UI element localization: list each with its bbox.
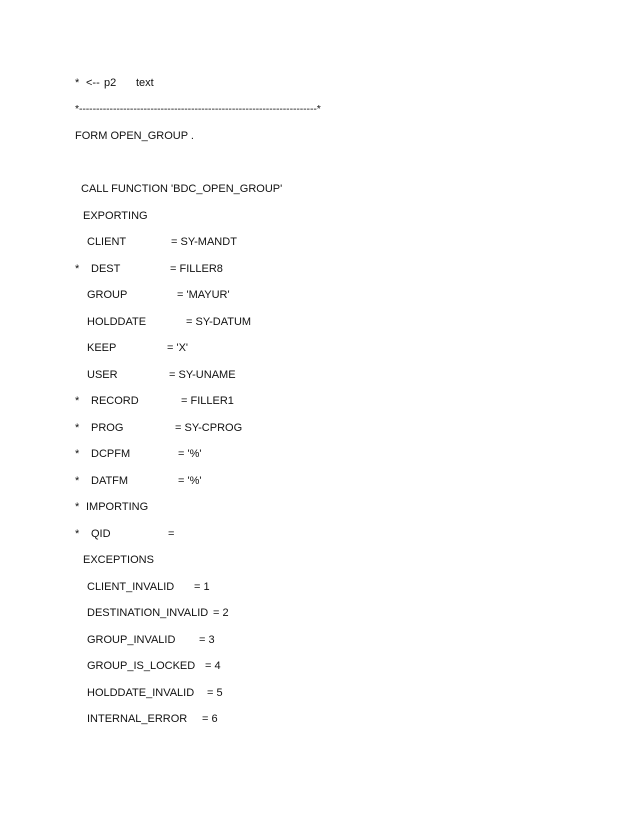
exception-value: = 1 — [194, 581, 210, 593]
param-value: = '%' — [178, 475, 202, 487]
param-line-group — [0, 288, 638, 302]
exception-name: DESTINATION_INVALID — [87, 607, 209, 619]
param-line-client — [0, 235, 638, 249]
exception-value: = 5 — [207, 687, 223, 699]
comment-arrow: <-- — [86, 77, 100, 89]
param-value: = — [168, 528, 175, 540]
exception-name: GROUP_IS_LOCKED — [87, 660, 196, 672]
importing-keyword: IMPORTING — [86, 501, 149, 513]
exception-line-group-invalid — [0, 633, 638, 647]
comment-star: * — [75, 263, 80, 275]
param-value: = SY-CPROG — [175, 422, 243, 434]
header-comment-line — [0, 76, 638, 90]
param-line-datfm — [0, 474, 638, 488]
param-name: DCPFM — [91, 448, 131, 460]
param-line-user — [0, 368, 638, 382]
param-name: HOLDDATE — [87, 316, 147, 328]
param-line-qid — [0, 527, 638, 541]
comment-star: * — [75, 501, 80, 513]
exception-name: INTERNAL_ERROR — [87, 713, 188, 725]
comment-p2: p2 — [104, 77, 117, 89]
exceptions-keyword: EXCEPTIONS — [83, 554, 154, 566]
comment-text: text — [136, 77, 154, 89]
param-line-holddate — [0, 315, 638, 329]
param-value: = '%' — [178, 448, 202, 460]
param-value: = SY-UNAME — [169, 369, 236, 381]
param-value: = FILLER8 — [170, 263, 223, 275]
exception-line-holddate-invalid — [0, 686, 638, 700]
exception-line-internal-error — [0, 712, 638, 726]
param-name: CLIENT — [87, 236, 127, 248]
param-line-keep — [0, 341, 638, 355]
param-line-dcpfm — [0, 447, 638, 461]
param-name: PROG — [91, 422, 124, 434]
param-name: KEEP — [87, 342, 117, 354]
form-statement: FORM OPEN_GROUP . — [75, 130, 194, 142]
param-value: = 'MAYUR' — [177, 289, 230, 301]
importing-line — [0, 500, 638, 514]
param-name: GROUP — [87, 289, 128, 301]
exception-value: = 4 — [205, 660, 221, 672]
exception-name: CLIENT_INVALID — [87, 581, 175, 593]
param-value: = SY-DATUM — [186, 316, 252, 328]
param-name: USER — [87, 369, 118, 381]
param-name: DEST — [91, 263, 121, 275]
param-name: RECORD — [91, 395, 139, 407]
comment-star: * — [75, 448, 80, 460]
comment-star: * — [75, 475, 80, 487]
comment-star: * — [75, 77, 80, 89]
param-name: QID — [91, 528, 111, 540]
exception-value: = 2 — [213, 607, 229, 619]
exception-line-destination-invalid — [0, 606, 638, 620]
param-line-prog — [0, 421, 638, 435]
param-line-dest — [0, 262, 638, 276]
exception-name: GROUP_INVALID — [87, 634, 176, 646]
exporting-keyword: EXPORTING — [83, 210, 148, 222]
param-value: = 'X' — [167, 342, 189, 354]
exception-value: = 3 — [199, 634, 215, 646]
exception-line-group-is-locked — [0, 659, 638, 673]
param-line-record — [0, 394, 638, 408]
param-value: = SY-MANDT — [171, 236, 237, 248]
call-function-statement: CALL FUNCTION 'BDC_OPEN_GROUP' — [81, 183, 283, 195]
comment-star: * — [75, 395, 80, 407]
exception-value: = 6 — [202, 713, 218, 725]
exception-line-client-invalid — [0, 580, 638, 594]
exception-name: HOLDDATE_INVALID — [87, 687, 195, 699]
separator-line: *----------------------------------------------------------------------* — [75, 103, 321, 115]
comment-star: * — [75, 528, 80, 540]
param-name: DATFM — [91, 475, 129, 487]
param-value: = FILLER1 — [181, 395, 234, 407]
comment-star: * — [75, 422, 80, 434]
